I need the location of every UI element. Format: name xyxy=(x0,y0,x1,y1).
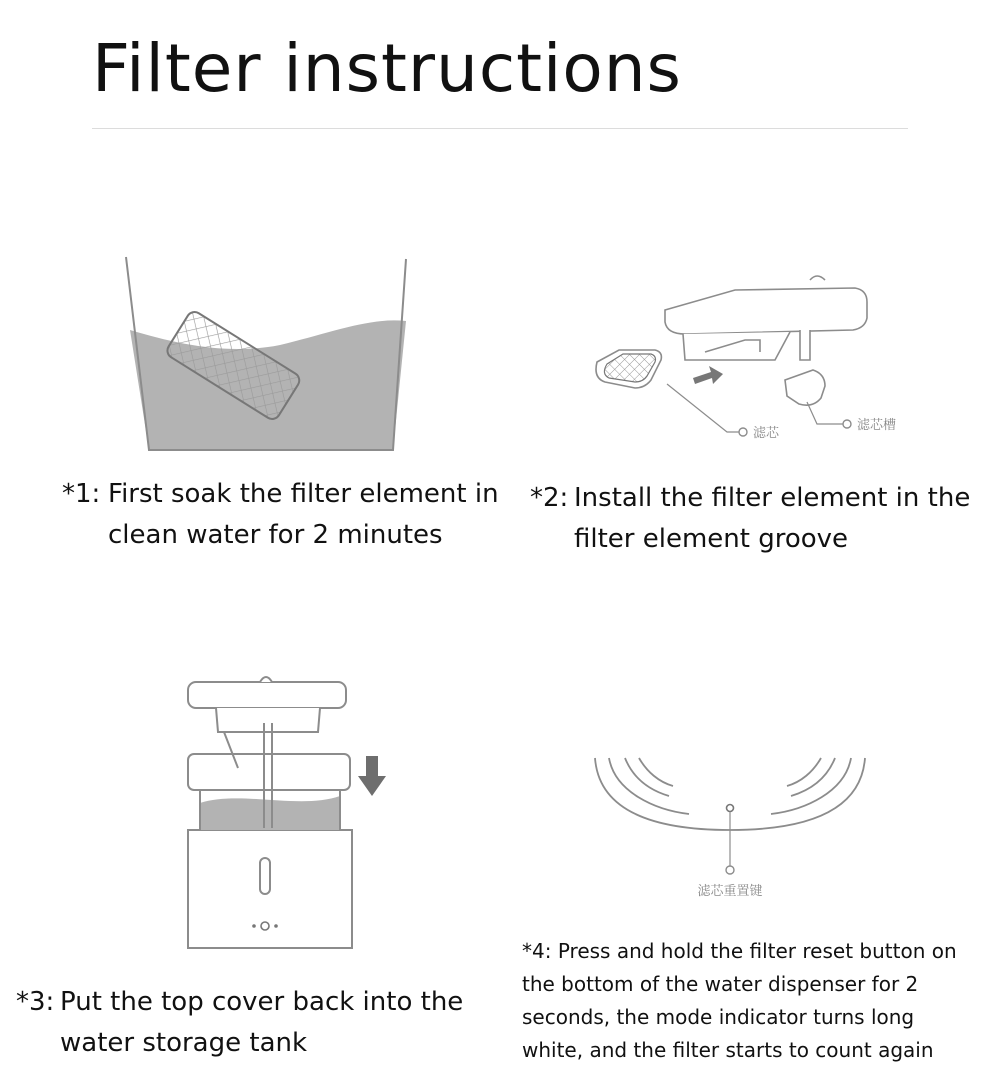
step-text-line: First soak the filter element in xyxy=(108,479,499,509)
step-text-line: filter element groove xyxy=(574,524,849,554)
step-number: *1: xyxy=(62,479,101,509)
install-filter-illustration xyxy=(585,270,925,450)
step-number: *4: xyxy=(522,939,552,963)
arrow-icon xyxy=(693,366,723,384)
step-text-line: Put the top cover back into the xyxy=(60,987,464,1017)
reset-button-icon xyxy=(727,805,734,812)
replace-cover-illustration xyxy=(180,668,400,953)
step-1-caption xyxy=(62,474,499,556)
step-2-caption xyxy=(530,478,970,560)
step-text-line: white, and the filter starts to count again xyxy=(522,1038,934,1062)
step-number: *2: xyxy=(530,483,569,513)
step-text-line: clean water for 2 minutes xyxy=(108,520,443,550)
step-number: *3: xyxy=(16,987,55,1017)
down-arrow-icon xyxy=(358,756,386,796)
step-text-line: water storage tank xyxy=(60,1028,308,1058)
soak-filter-illustration xyxy=(120,255,410,455)
page-title: Filter instructions xyxy=(92,30,682,107)
step-text-line: Install the filter element in the xyxy=(574,483,971,513)
reset-callout-label: 滤芯重置键 xyxy=(697,884,763,899)
step-3-caption xyxy=(16,982,463,1064)
step-text-line: Press and hold the filter reset button on xyxy=(557,939,957,963)
filter-callout-label: 滤芯 xyxy=(753,426,780,441)
groove-callout-label: 滤芯槽 xyxy=(857,418,897,433)
step-text-line: seconds, the mode indicator turns long xyxy=(522,1005,915,1029)
step-4-caption xyxy=(522,935,957,1067)
title-divider xyxy=(92,128,908,129)
reset-button-illustration xyxy=(585,752,875,902)
step-text-line: the bottom of the water dispenser for 2 xyxy=(522,972,919,996)
